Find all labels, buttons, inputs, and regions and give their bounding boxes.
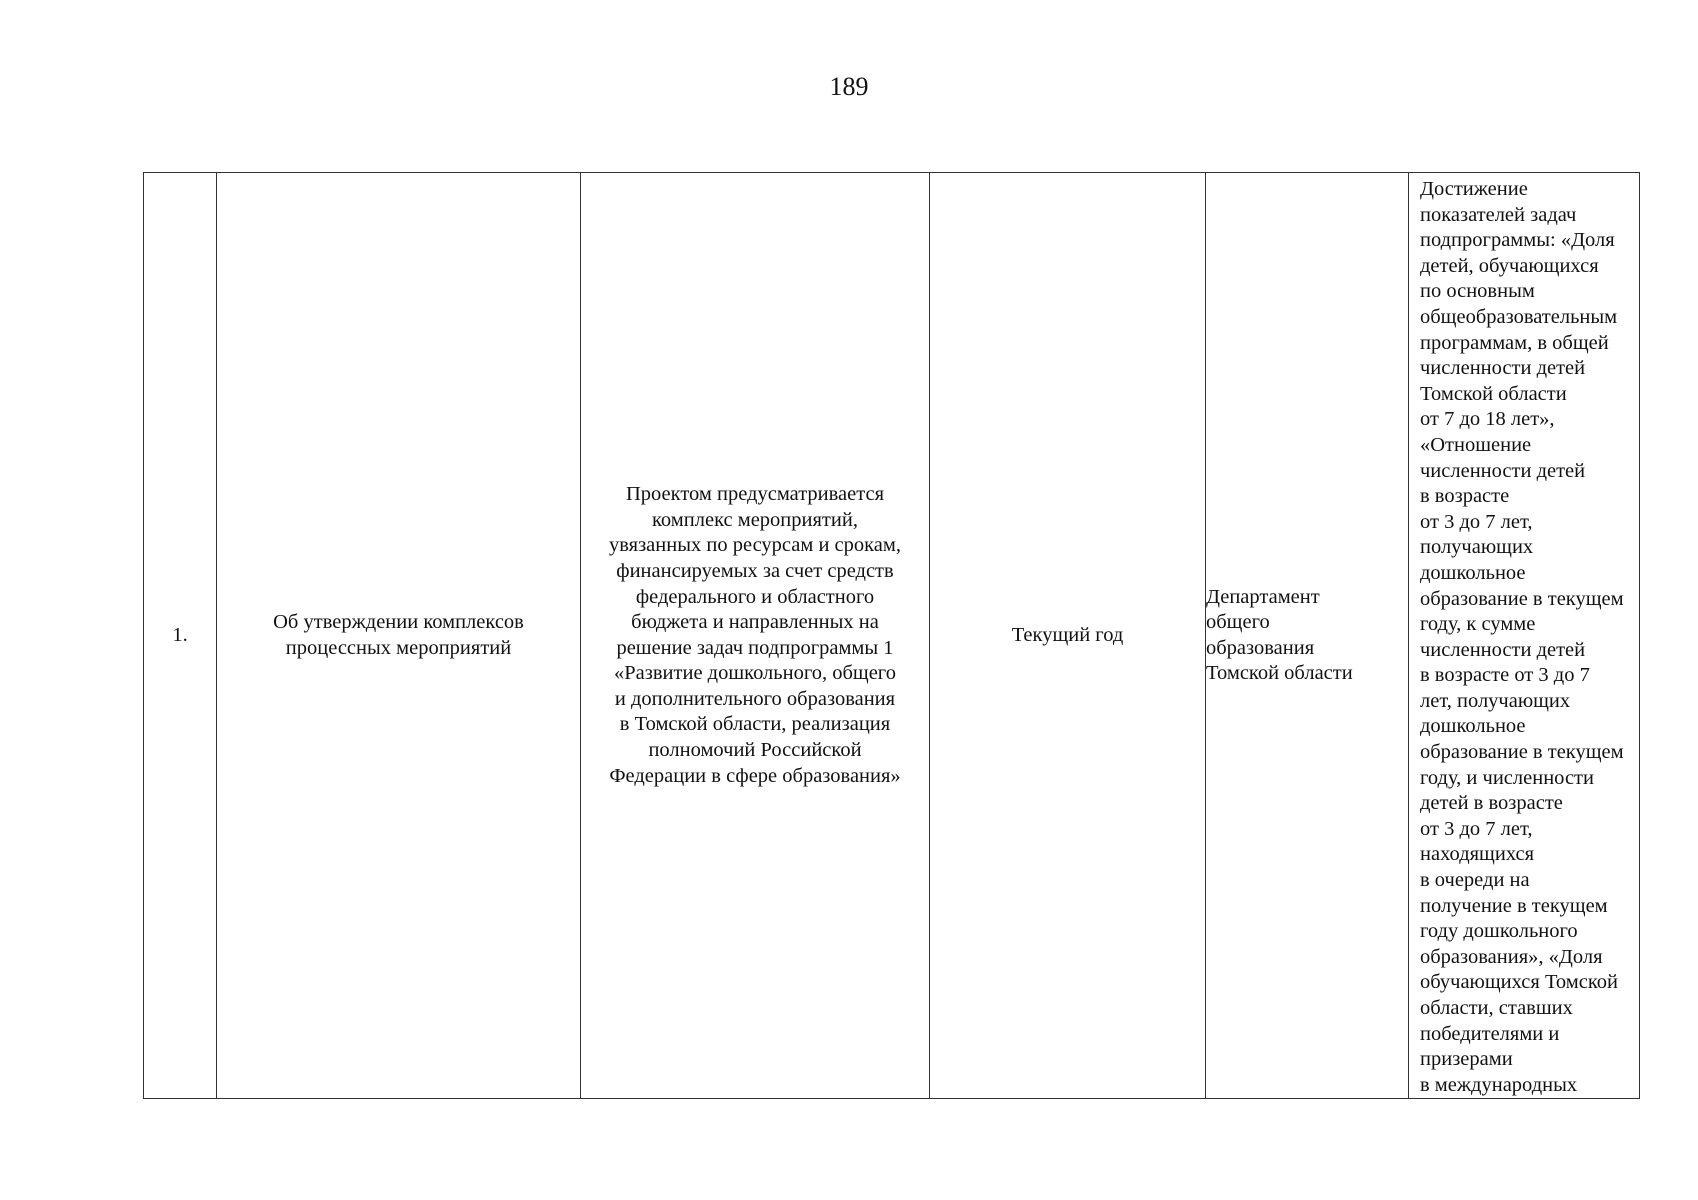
measure-name-cell: Об утверждении комплексов процессных мероприятий	[217, 173, 581, 1099]
row-number-cell: 1.	[144, 173, 217, 1099]
expected-result-cell: Достижение показателей задач подпрограммы: «Доля детей, обучающихся по основным общеобразовательным программам, в общей численности детей Томской области от 7 до 18 лет», «Отношение численности детей в возрасте от 3 до 7 лет, получающих дошкольное образование в текущем году, к сумме численности детей в возрасте от 3 до 7 лет, получающих дошкольное образование в текущем году, и численности детей в возрасте от 3 до 7 лет, находящихся в очереди на получение в текущем году дошкольного образования», «Доля обучающихся Томской области, ставших победителями и призерами в международных	[1409, 173, 1640, 1099]
page-number: 189	[829, 72, 869, 101]
table-row	[144, 173, 1640, 1099]
responsible-cell: Департамент общего образования Томской области	[1206, 173, 1409, 1099]
measures-table	[143, 172, 1640, 1099]
term-cell: Текущий год	[930, 173, 1206, 1099]
measure-description-cell: Проектом предусматривается комплекс мероприятий, увязанных по ресурсам и срокам, финансируемых за счет средств федерального и областного бюджета и направленных на решение задач подпрограммы 1 «Развитие дошкольного, общего и дополнительного образования в Томской области, реализация полномочий Российской Федерации в сфере образования»	[581, 173, 930, 1099]
